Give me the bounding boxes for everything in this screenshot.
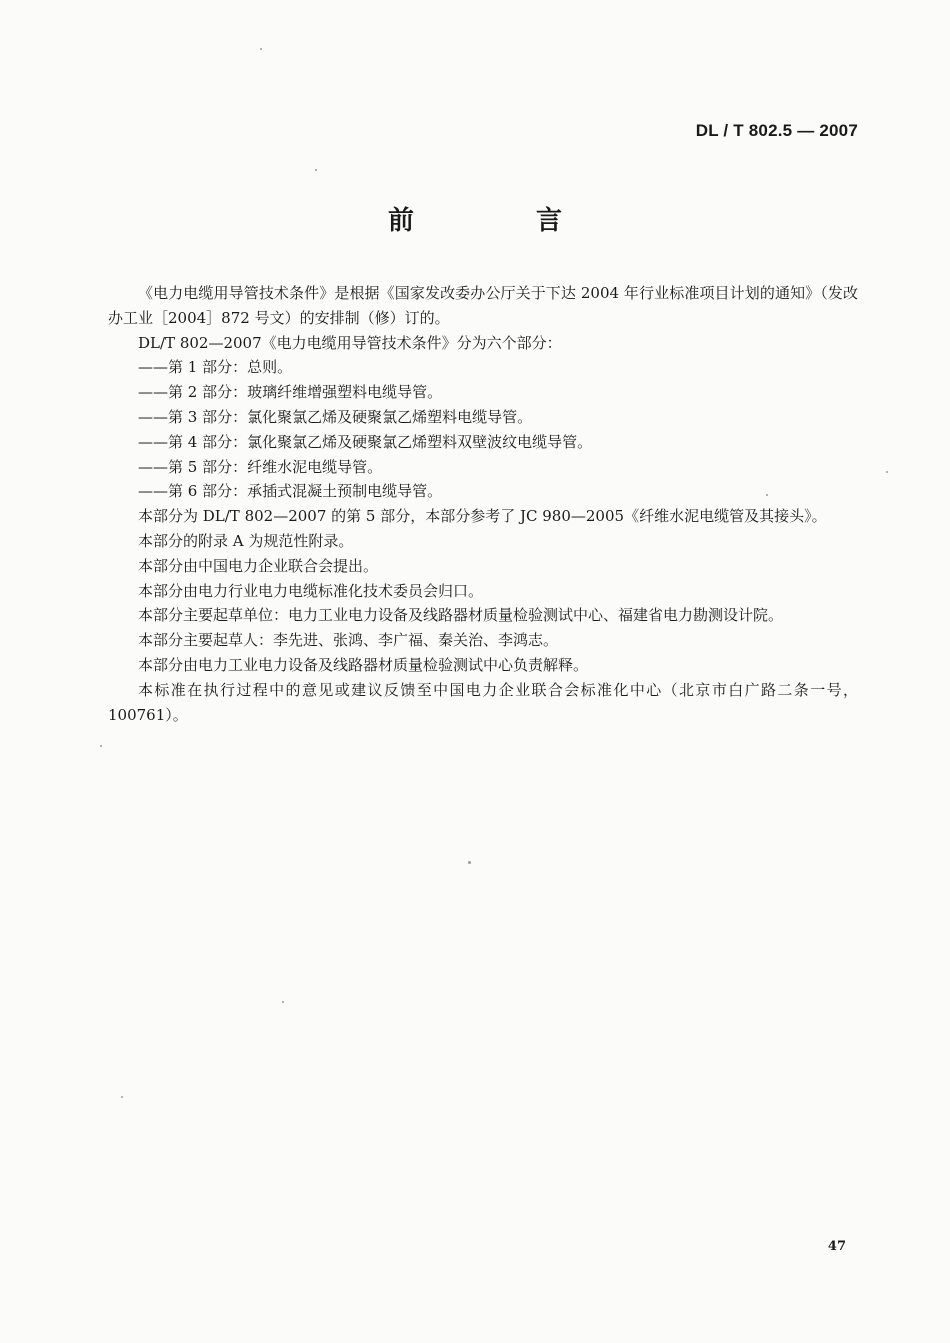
scan-speck xyxy=(468,861,471,864)
paragraph-interpretation: 本部分由电力工业电力设备及线路器材质量检验测试中心负责解释。 xyxy=(138,655,589,674)
list-item-part-2: ——第 2 部分：玻璃纤维增强塑料电缆导管。 xyxy=(138,383,443,402)
paragraph-committee: 本部分由电力行业电力电缆标准化技术委员会归口。 xyxy=(138,581,484,600)
scan-speck xyxy=(282,1001,284,1003)
paragraph-drafters: 本部分主要起草人：李先进、张鸿、李广福、秦关治、李鸿志。 xyxy=(138,631,559,650)
list-item-part-4: ——第 4 部分：氯化聚氯乙烯及硬聚氯乙烯塑料双壁波纹电缆导管。 xyxy=(138,432,593,451)
scan-speck xyxy=(100,745,102,747)
foreword-body xyxy=(108,281,858,727)
standard-code: DL / T 802.5 — 2007 xyxy=(695,121,858,140)
paragraph-proposer: 本部分由中国电力企业联合会提出。 xyxy=(138,556,379,575)
paragraph-appendix: 本部分的附录 A 为规范性附录。 xyxy=(138,531,354,550)
paragraph-parts-intro: DL/T 802—2007《电力电缆用导管技术条件》分为六个部分： xyxy=(138,333,562,352)
scan-speck xyxy=(886,471,888,473)
paragraph-drafting-units: 本部分主要起草单位：电力工业电力设备及线路器材质量检验测试中心、福建省电力勘测设计院。 xyxy=(138,606,784,625)
scan-speck xyxy=(315,169,317,171)
paragraph-origin: 《电力电缆用导管技术条件》是根据《国家发改委办公厅关于下达 2004 年行业标准项目计划的通知》（发改办工业［2004］872 号文）的安排制（修）订的。 xyxy=(108,284,858,327)
scan-speck xyxy=(260,48,262,50)
paragraph-feedback: 本标准在执行过程中的意见或建议反馈至中国电力企业联合会标准化中心（北京市白广路二条一号，100761）。 xyxy=(108,680,858,724)
list-item-part-6: ——第 6 部分：承插式混凝土预制电缆导管。 xyxy=(138,482,443,501)
section-title: 前 言 xyxy=(387,206,610,236)
paragraph-reference: 本部分为 DL/T 802—2007 的第 5 部分，本部分参考了 JC 980—2005《纤维水泥电缆管及其接头》。 xyxy=(138,507,827,526)
list-item-part-5: ——第 5 部分：纤维水泥电缆导管。 xyxy=(138,457,383,476)
scan-speck xyxy=(121,1096,123,1098)
page-number: 47 xyxy=(827,1239,846,1254)
list-item-part-1: ——第 1 部分：总则。 xyxy=(138,358,293,377)
scan-speck xyxy=(766,494,768,496)
list-item-part-3: ——第 3 部分：氯化聚氯乙烯及硬聚氯乙烯塑料电缆导管。 xyxy=(138,407,533,426)
